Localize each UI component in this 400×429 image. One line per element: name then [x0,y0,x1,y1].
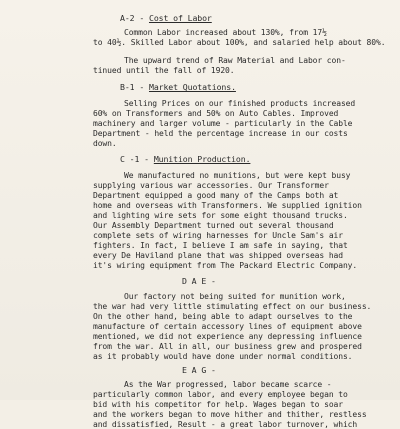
section-heading-eag: E A G - [182,365,216,375]
heading-title: Market Quotations. [148,82,236,92]
paragraph-line: and the workers began to move hither and thither, restless [93,410,367,419]
paragraph-line: and dissatisfied, Result - a great labor turnover, which [93,420,358,429]
heading-prefix: A-2 - [120,13,149,23]
heading-prefix: C -1 - [120,154,154,164]
section-heading-c1 [120,155,250,164]
paragraph-line: As the War progressed, labor became scarce - [124,380,332,389]
section-heading-a2 [120,14,212,23]
paragraph-line: Our factory not being suited for munition work, [124,292,346,301]
heading-prefix: B-1 - [120,82,149,92]
paragraph-line: We manufactured no munitions, but were kept busy [124,171,351,180]
paragraph-line: from the war. All in all, our business grew and prospered [93,342,362,351]
paragraph-line: every De Haviland plane that was shipped overseas had [93,251,343,260]
paragraph-line: Common Labor increased about 130%, from 17½ [124,28,327,37]
paragraph-line: mentioned, we did not experience any depressing influence [93,332,362,341]
paragraph-line: manufacture of certain accessory lines of equipment above [93,322,362,331]
paragraph-line: Our Assembly Department turned out several thousand [93,221,334,230]
paragraph-line: down. [93,139,117,148]
paragraph-line: The upward trend of Raw Material and Labor con- [124,56,346,65]
paragraph-line: machinery and larger volume - particularly in the Cable [93,119,353,128]
paragraph-line: complete sets of wiring harnesses for Uncle Sam's air [93,231,343,240]
section-heading-b1 [120,83,236,92]
heading-title: Munition Production. [153,154,251,164]
paragraph-line: On the other hand, being able to adapt ourselves to the [93,312,353,321]
paragraph-line: home and overseas with Transformers. We supplied ignition [93,201,362,210]
paragraph-line: and lighting wire sets for some eight thousand trucks. [93,211,348,220]
paragraph-line: Department equipped a good many of the Camps both at [93,191,339,200]
paragraph-line: as it probably would have done under normal conditions. [93,352,353,361]
paragraph-line: 60% on Transformers and 50% on Auto Cables. Improved [93,109,339,118]
paragraph-line: to 40½. Skilled Labor about 100%, and salaried help about 80%. [93,38,386,47]
paragraph-line: the war had very little stimulating effect on our business. [93,302,372,311]
paragraph-line: bid with his competitor for help. Wages began to soar [93,400,343,409]
paragraph-line: Department - held the percentage increase in our costs [93,129,348,138]
heading-title: Cost of Labor [148,13,212,23]
paragraph-line: particularly common labor, and every employee began to [93,390,348,399]
paragraph-line: fighters. In fact, I believe I am safe in saying, that [93,241,348,250]
paragraph-line: Selling Prices on our finished products increased [124,99,356,108]
paragraph-line: supplying various war accessories. Our Transformer [93,181,329,190]
paragraph-line: tinued until the fall of 1920. [93,66,235,75]
paragraph-line: it's wiring equipment from The Packard Electric Company. [93,261,358,270]
section-heading-dae: D A E - [182,276,216,286]
